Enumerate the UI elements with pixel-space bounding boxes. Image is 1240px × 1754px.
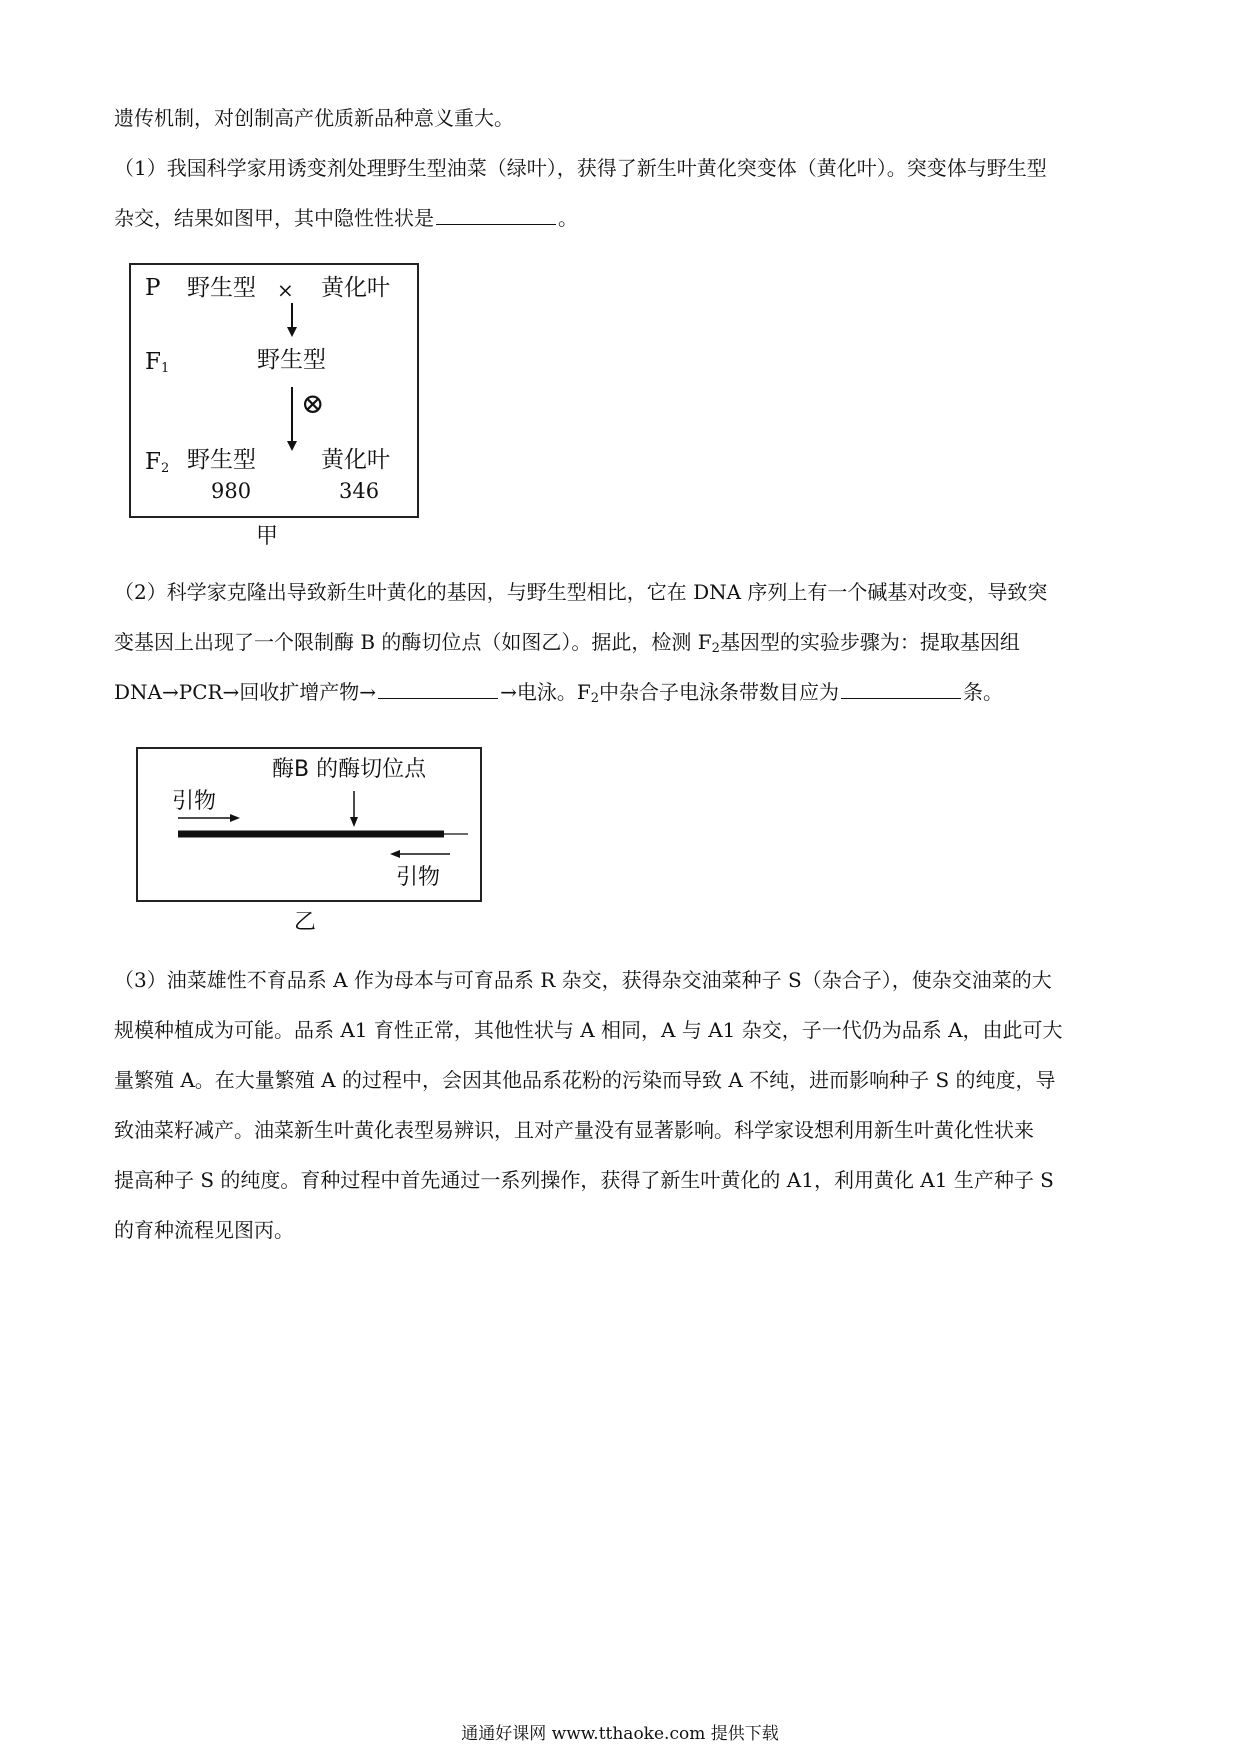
answer-blank-3[interactable] xyxy=(841,680,961,699)
answer-blank-1[interactable] xyxy=(436,206,556,225)
figure-jia-caption: 甲 xyxy=(256,524,279,549)
primer-right-label: 引物 xyxy=(396,865,441,890)
f2-generation-label: $F_2$ xyxy=(145,449,170,476)
selfing-symbol: ⊗ xyxy=(301,387,325,420)
f2-wild-type: 野生型 xyxy=(187,447,256,473)
figure-yi-caption: 乙 xyxy=(294,910,317,935)
q3-line-2: 规模种植成为可能。品系 A1 育性正常，其他性状与 A 相同，A 与 A1 杂交，子一代仍为品系 A，由此可大 xyxy=(114,1018,1063,1042)
q1-line-2 xyxy=(114,204,578,232)
p-wild-type: 野生型 xyxy=(187,275,256,301)
q3-line-3: 量繁殖 A。在大量繁殖 A 的过程中，会因其他品系花粉的污染而导致 A 不纯，进而影响种子 S 的纯度，导 xyxy=(114,1068,1056,1092)
figure-yi-graphics xyxy=(138,749,484,904)
q3-line-1: （3）油菜雄性不育品系 A 作为母本与可育品系 R 杂交，获得杂交油菜种子 S（杂合子），使杂交油菜的大 xyxy=(114,968,1052,992)
f2-wild-type-count: 980 xyxy=(211,479,252,503)
q1-line-1: （1）我国科学家用诱变剂处理野生型油菜（绿叶），获得了新生叶黄化突变体（黄化叶）。突变体与野生型 xyxy=(114,156,1047,180)
intro-text: 遗传机制，对创制高产优质新品种意义重大。 xyxy=(114,106,514,130)
q3-line-6: 的育种流程见图丙。 xyxy=(114,1218,294,1242)
answer-blank-2[interactable] xyxy=(378,680,498,699)
q2-line-3: DNA→PCR→回收扩增产物→ →电泳。$F_2$中杂合子电泳条带数目应为 条。 xyxy=(114,680,1003,706)
f2-yellow-leaf: 黄化叶 xyxy=(321,447,390,473)
q1-line-2-end: 。 xyxy=(558,206,578,230)
q1-line-2-text: 杂交，结果如图甲，其中隐性性状是 xyxy=(114,206,434,230)
q2-line-1: （2）科学家克隆出导致新生叶黄化的基因，与野生型相比，它在 DNA 序列上有一个碱基对改变，导致突 xyxy=(114,580,1048,604)
page-footer: 通通好课网 www.tthaoke.com 提供下载 xyxy=(461,1724,779,1744)
f1-generation-label: $F_1$ xyxy=(145,349,170,376)
f2-yellow-leaf-count: 346 xyxy=(339,479,380,503)
p-generation-label: P xyxy=(145,275,161,301)
f1-wild-type: 野生型 xyxy=(257,347,326,373)
q2-line-2: 变基因上出现了一个限制酶 B 的酶切位点（如图乙）。据此，检测 $F_2$基因型的实验步骤为：提取基因组 xyxy=(114,630,1020,656)
restriction-site-label: 酶B 的酶切位点 xyxy=(272,757,427,782)
primer-left-label: 引物 xyxy=(172,789,217,814)
q3-line-5: 提高种子 S 的纯度。育种过程中首先通过一系列操作，获得了新生叶黄化的 A1，利用黄化 A1 生产种子 S xyxy=(114,1168,1054,1192)
p-yellow-leaf: 黄化叶 xyxy=(321,275,390,301)
figure-jia-cross-diagram xyxy=(129,263,419,518)
q3-line-4: 致油菜籽减产。油菜新生叶黄化表型易辨识，且对产量没有显著影响。科学家设想利用新生叶黄化性状来 xyxy=(114,1118,1034,1142)
figure-yi-restriction-diagram xyxy=(136,747,482,902)
cross-symbol: × xyxy=(277,278,294,302)
